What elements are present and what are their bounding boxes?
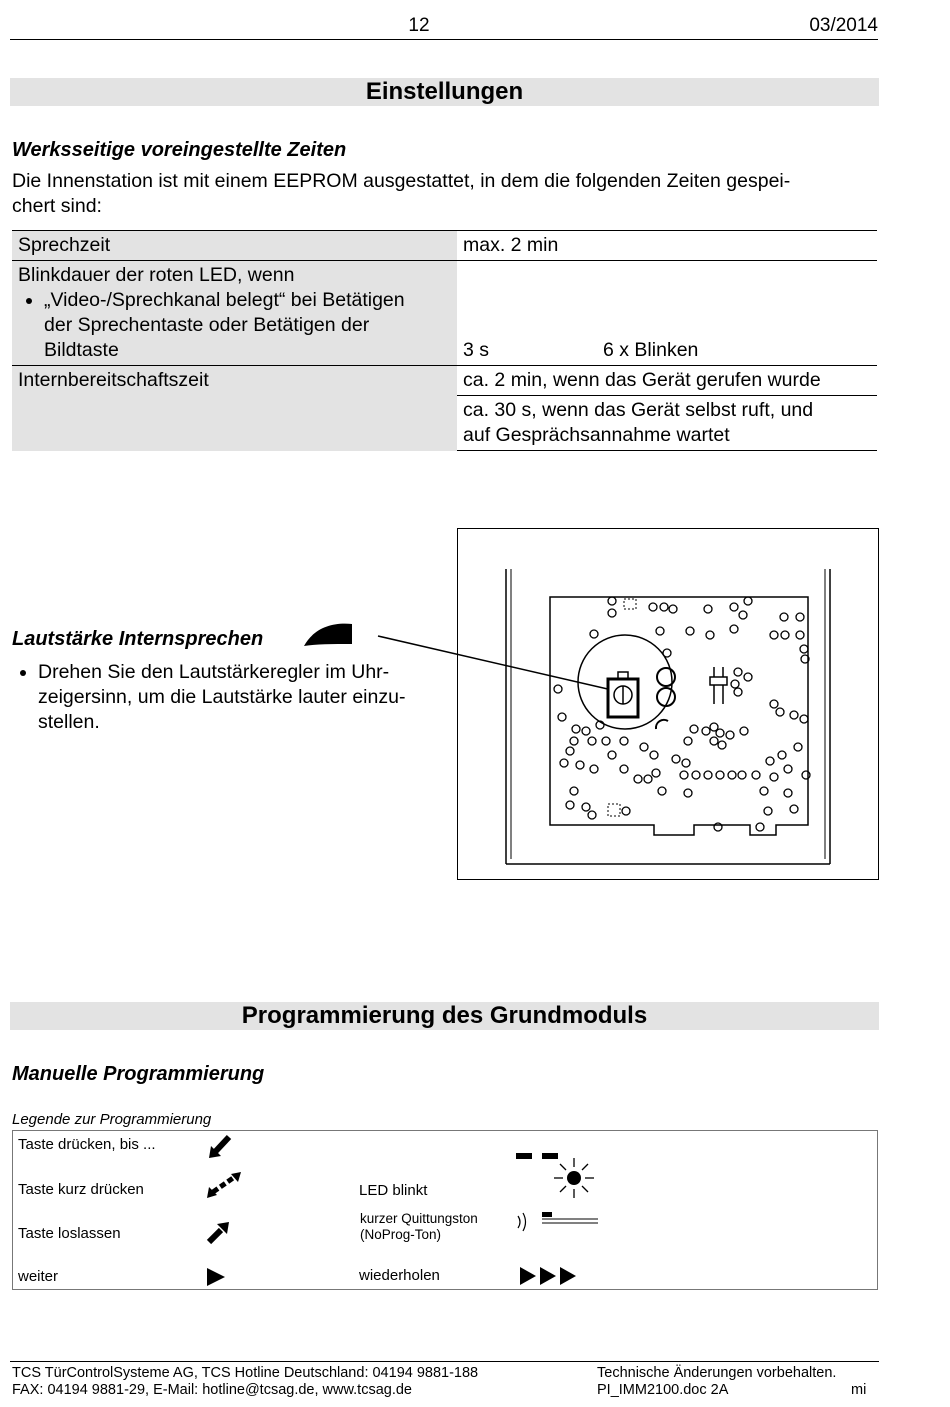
legend-label-next: weiter — [18, 1268, 59, 1285]
bullet-line: zeigersinn, um die Lautstärke lauter einzu- — [38, 686, 406, 708]
row-value: ca. 2 min, wenn das Gerät gerufen wurde — [457, 366, 877, 396]
legend-label-press-short: Taste kurz drücken — [18, 1181, 144, 1198]
footer-left-line1: TCS TürControlSysteme AG, TCS Hotline Deutschland: 04194 9881-188 — [12, 1365, 479, 1381]
legend-box — [12, 1130, 878, 1290]
footer-left-line2: FAX: 04194 9881-29, E-Mail: hotline@tcsag.de, www.tcsag.de — [12, 1382, 412, 1398]
page-number: 12 — [408, 15, 430, 36]
bullet-line: Drehen Sie den Lautstärkeregler im Uhr- — [38, 661, 390, 683]
section-title: Einstellungen — [365, 78, 524, 105]
row-value-secondary: 6 x Blinken — [603, 339, 699, 361]
footer-right-line1: Technische Änderungen vorbehalten. — [597, 1365, 837, 1381]
page-date: 03/2014 — [809, 15, 878, 36]
row-value-line: auf Gesprächsannahme wartet — [463, 424, 730, 446]
manual-heading: Manuelle Programmierung — [12, 1063, 265, 1085]
legend-label-release: Taste loslassen — [18, 1225, 121, 1242]
pcb-diagram — [458, 529, 878, 879]
intro-text-line1: Die Innenstation ist mit einem EEPROM ausgestattet, in dem die folgenden Zeiten gespei- — [12, 170, 791, 192]
legend-label-tone-line2: (NoProg-Ton) — [360, 1227, 442, 1242]
repeat-arrows-icon — [518, 1265, 582, 1287]
bullet-line: stellen. — [38, 711, 100, 733]
circuit-board-figure — [457, 528, 879, 880]
footer-right-line2: PI_IMM2100.doc 2A — [597, 1382, 729, 1398]
bullet-line: „Video-/Sprechkanal belegt“ bei Betätigen — [44, 289, 405, 311]
legend-label-tone-line1: kurzer Quittungston — [360, 1211, 478, 1226]
row-value: 3 s — [463, 339, 490, 361]
section-bar-programmierung — [10, 1002, 879, 1030]
row-value: max. 2 min — [457, 231, 877, 261]
row-label: Internbereitschaftszeit — [12, 366, 457, 451]
legend-label-led-blinks: LED blinkt — [359, 1182, 428, 1199]
led-blink-icon — [552, 1156, 596, 1200]
release-icon — [205, 1220, 235, 1248]
intro-text-line2: chert sind: — [12, 195, 102, 217]
legend-label-repeat: wiederholen — [359, 1267, 440, 1284]
footer-rule — [10, 1361, 879, 1362]
short-tone-icon — [514, 1208, 600, 1234]
row-label: Blinkdauer der roten LED, wenn — [18, 264, 295, 286]
footer-right-suffix: mi — [851, 1382, 867, 1398]
row-label: Sprechzeit — [12, 231, 457, 261]
press-until-icon — [205, 1132, 235, 1162]
volume-heading: Lautstärke Internsprechen — [12, 628, 264, 650]
legend-caption: Legende zur Programmierung — [12, 1111, 212, 1128]
bullet-line: Bildtaste — [44, 339, 119, 361]
next-arrow-icon — [205, 1266, 227, 1288]
press-short-icon — [205, 1170, 245, 1200]
legend-label-press-until: Taste drücken, bis ... — [18, 1136, 156, 1153]
bullet-line: der Sprechentaste oder Betätigen der — [44, 314, 370, 336]
row-value-line: ca. 30 s, wenn das Gerät selbst ruft, und — [463, 399, 814, 421]
factory-times-heading: Werksseitige voreingestellte Zeiten — [12, 139, 347, 161]
section-title: Programmierung des Grundmoduls — [241, 1002, 648, 1029]
